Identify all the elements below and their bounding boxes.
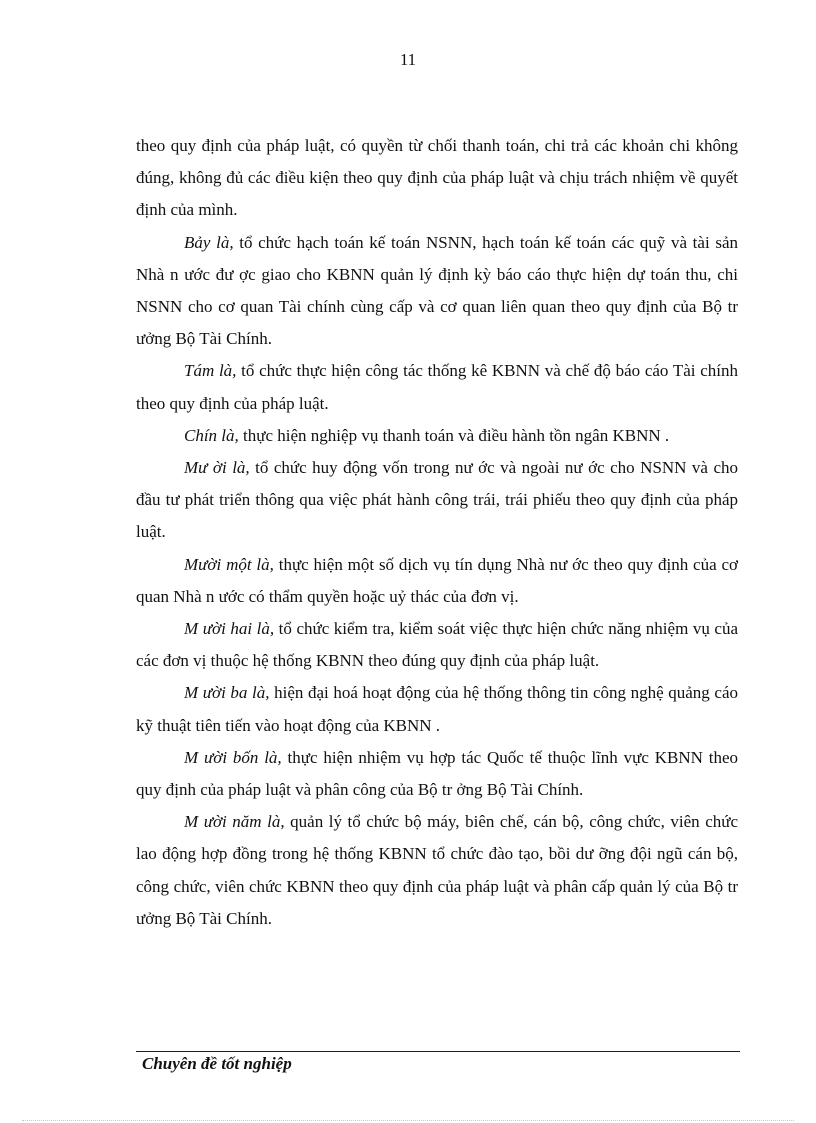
paragraph-muoi-hai-la	[136, 613, 738, 677]
paragraph-text: tổ chức kiểm tra, kiểm soát việc thực hiện chức năng nhiệm vụ của các đơn vị thuộc hệ thống KBNN theo đúng quy định của pháp luật.	[136, 619, 738, 671]
paragraph-chin-la	[136, 420, 738, 452]
paragraph-lead: Mư ời là,	[184, 458, 250, 478]
page-number: 11	[399, 50, 417, 69]
paragraph-lead: Bảy là,	[184, 232, 234, 252]
paragraph-lead: Tám là,	[184, 361, 237, 381]
page-bottom-dotted-border	[22, 1120, 794, 1121]
paragraph-text: hiện đại hoá hoạt động của hệ thống thông tin công nghệ quảng cáo kỹ thuật tiên tiến vào hoạt động của KBNN .	[136, 683, 738, 735]
paragraph-text: quản lý tổ chức bộ máy, biên chế, cán bộ, công chức, viên chức lao động hợp đồng trong hệ thống KBNN tổ chức đào tạo, bồi dư ỡng đội ngũ cán bộ, công chức, viên chức KBNN theo quy định của pháp luật và phân cấp quản lý của Bộ tr ưởng Bộ Tài Chính.	[136, 812, 738, 928]
paragraph-lead: M ười bốn là,	[184, 747, 282, 767]
paragraph-lead: Mười một là,	[184, 554, 274, 574]
paragraph-text: thực hiện nghiệp vụ thanh toán và điều hành tồn ngân KBNN .	[238, 425, 670, 445]
paragraph-tam-la	[136, 355, 738, 419]
paragraph-continuation	[136, 130, 738, 227]
document-body	[136, 130, 738, 935]
paragraph-muoi-la	[136, 452, 738, 549]
paragraph-lead: Chín là,	[184, 425, 239, 445]
paragraph-lead: M ười năm là,	[184, 812, 285, 832]
paragraph-text: thực hiện một số dịch vụ tín dụng Nhà nư ớc theo quy định của cơ quan Nhà n ước có thẩm quyền hoặc uỷ thác của đơn vị.	[136, 554, 739, 606]
paragraph-text: tổ chức huy động vốn trong nư ớc và ngoài nư ớc cho NSNN và cho đầu tư phát triển thông qua việc phát hành công trái, trái phiếu theo quy định của pháp luật.	[136, 458, 738, 542]
paragraph-lead: M ười ba là,	[184, 683, 270, 703]
paragraph-muoi-nam-la	[136, 806, 738, 935]
footer-divider	[136, 1051, 740, 1052]
paragraph-muoi-bon-la	[136, 742, 738, 806]
footer-title: Chuyên đề tốt nghiệp	[142, 1054, 292, 1073]
paragraph-text: thực hiện nhiệm vụ hợp tác Quốc tế thuộc lĩnh vực KBNN theo quy định của pháp luật và phân công của Bộ tr ởng Bộ Tài Chính.	[136, 747, 738, 800]
paragraph-text: theo quy định của pháp luật, có quyền từ chối thanh toán, chi trả các khoản chi không đúng, không đủ các điều kiện theo quy định của pháp luật và chịu trách nhiệm về quyết định của mình.	[136, 136, 738, 220]
paragraph-muoi-mot-la	[136, 549, 738, 613]
paragraph-muoi-ba-la	[136, 677, 738, 741]
paragraph-bay-la	[136, 227, 738, 356]
paragraph-text: tổ chức thực hiện công tác thống kê KBNN và chế độ báo cáo Tài chính theo quy định của pháp luật.	[136, 361, 738, 413]
paragraph-lead: M ười hai là,	[184, 619, 275, 639]
paragraph-text: tổ chức hạch toán kế toán NSNN, hạch toán kế toán các quỹ và tài sản Nhà n ước đư ợc giao cho KBNN quản lý định kỳ báo cáo thực hiện dự toán thu, chi NSNN cho cơ quan Tài chính cùng cấp và cơ quan liên quan theo quy định của Bộ tr ưởng Bộ Tài Chính.	[136, 232, 738, 349]
